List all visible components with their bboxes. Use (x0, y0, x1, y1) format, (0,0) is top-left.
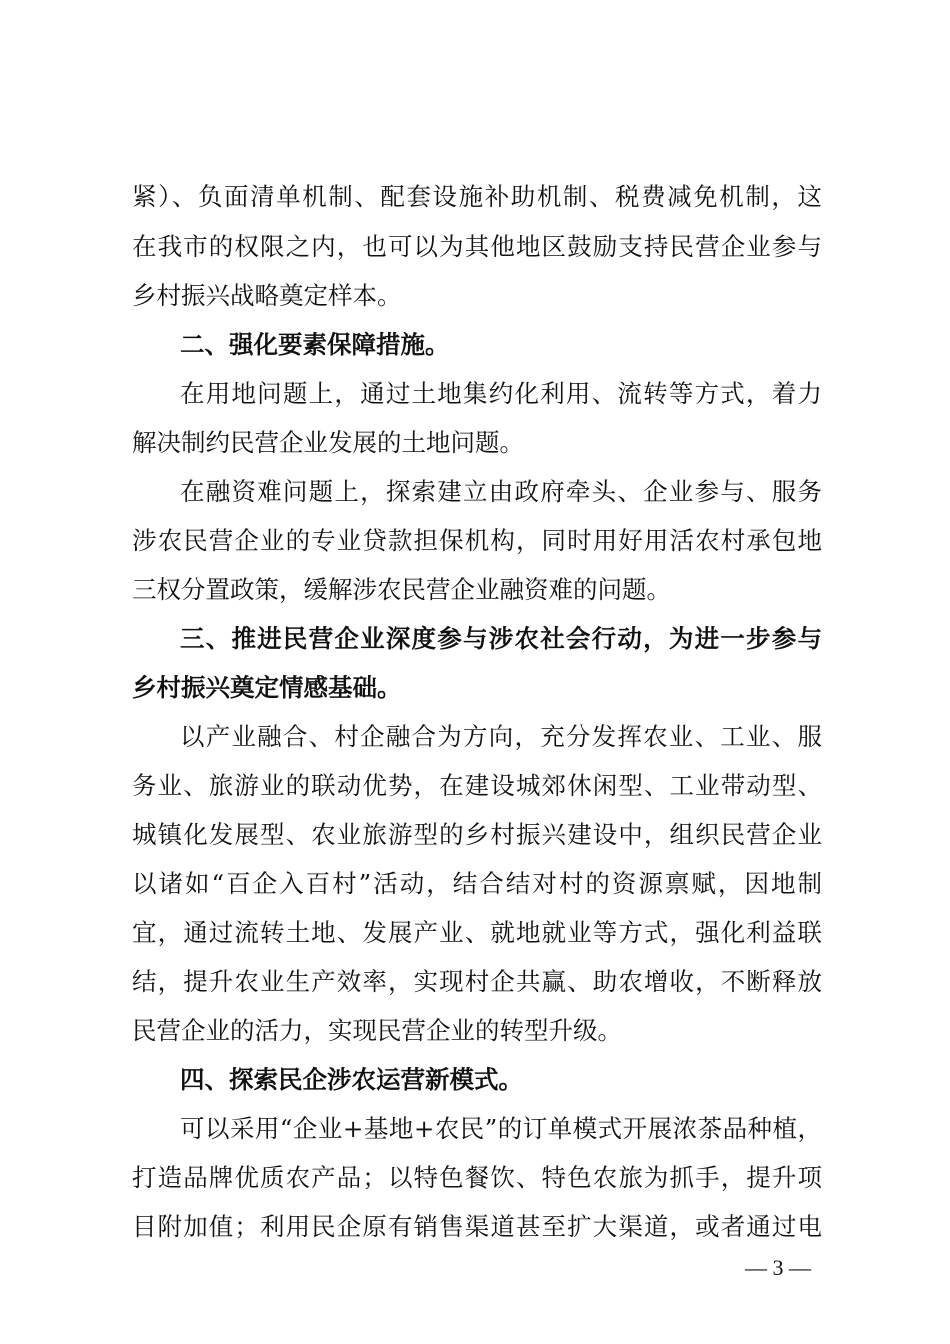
text-line: 结，提升农业生产效率，实现村企共赢、助农增收，不断释放 (132, 967, 822, 996)
text-line: 打造品牌优质农产品；以特色餐饮、特色农旅为抓手，提升项 (132, 1163, 822, 1192)
text-line: 三权分置政策，缓解涉农民营企业融资难的问题。 (132, 575, 671, 604)
text-line: 可以采用“企业+基地+农民”的订单模式开展浓茶品种植， (180, 1114, 822, 1143)
text-line: 在融资难问题上，探索建立由政府牵头、企业参与、服务 (180, 477, 822, 506)
text-line: 在我市的权限之内，也可以为其他地区鼓励支持民营企业参与 (132, 232, 822, 261)
section-heading-2: 二、强化要素保障措施。 (180, 330, 450, 359)
text-line: 涉农民营企业的专业贷款担保机构，同时用好用活农村承包地 (132, 526, 822, 555)
text-line: 民营企业的活力，实现民营企业的转型升级。 (132, 1016, 622, 1045)
section-heading-4: 四、探索民企涉农运营新模式。 (180, 1065, 523, 1094)
text-line: 务业、旅游业的联动优势，在建设城郊休闲型、工业带动型、 (132, 771, 822, 800)
text-line: 目附加值；利用民企原有销售渠道甚至扩大渠道，或者通过电 (132, 1212, 822, 1241)
text-line: 城镇化发展型、农业旅游型的乡村振兴建设中，组织民营企业 (132, 820, 822, 849)
text-line: 以产业融合、村企融合为方向，充分发挥农业、工业、服 (180, 722, 822, 751)
text-line: 解决制约民营企业发展的土地问题。 (132, 428, 524, 457)
page-number: — 3 — (745, 1255, 811, 1280)
section-heading-3-cont: 乡村振兴奠定情感基础。 (132, 673, 402, 702)
text-line: 宜，通过流转土地、发展产业、就地就业等方式，强化利益联 (132, 918, 822, 947)
text-line: 紧）、负面清单机制、配套设施补助机制、税费减免机制，这 (132, 182, 822, 211)
text-line: 乡村振兴战略奠定样本。 (132, 281, 402, 310)
text-line: 以诸如“百企入百村”活动，结合结对村的资源禀赋，因地制 (132, 869, 822, 898)
section-heading-3: 三、推进民营企业深度参与涉农社会行动，为进一步参与 (180, 624, 822, 653)
text-line: 在用地问题上，通过土地集约化利用、流转等方式，着力 (180, 379, 822, 408)
